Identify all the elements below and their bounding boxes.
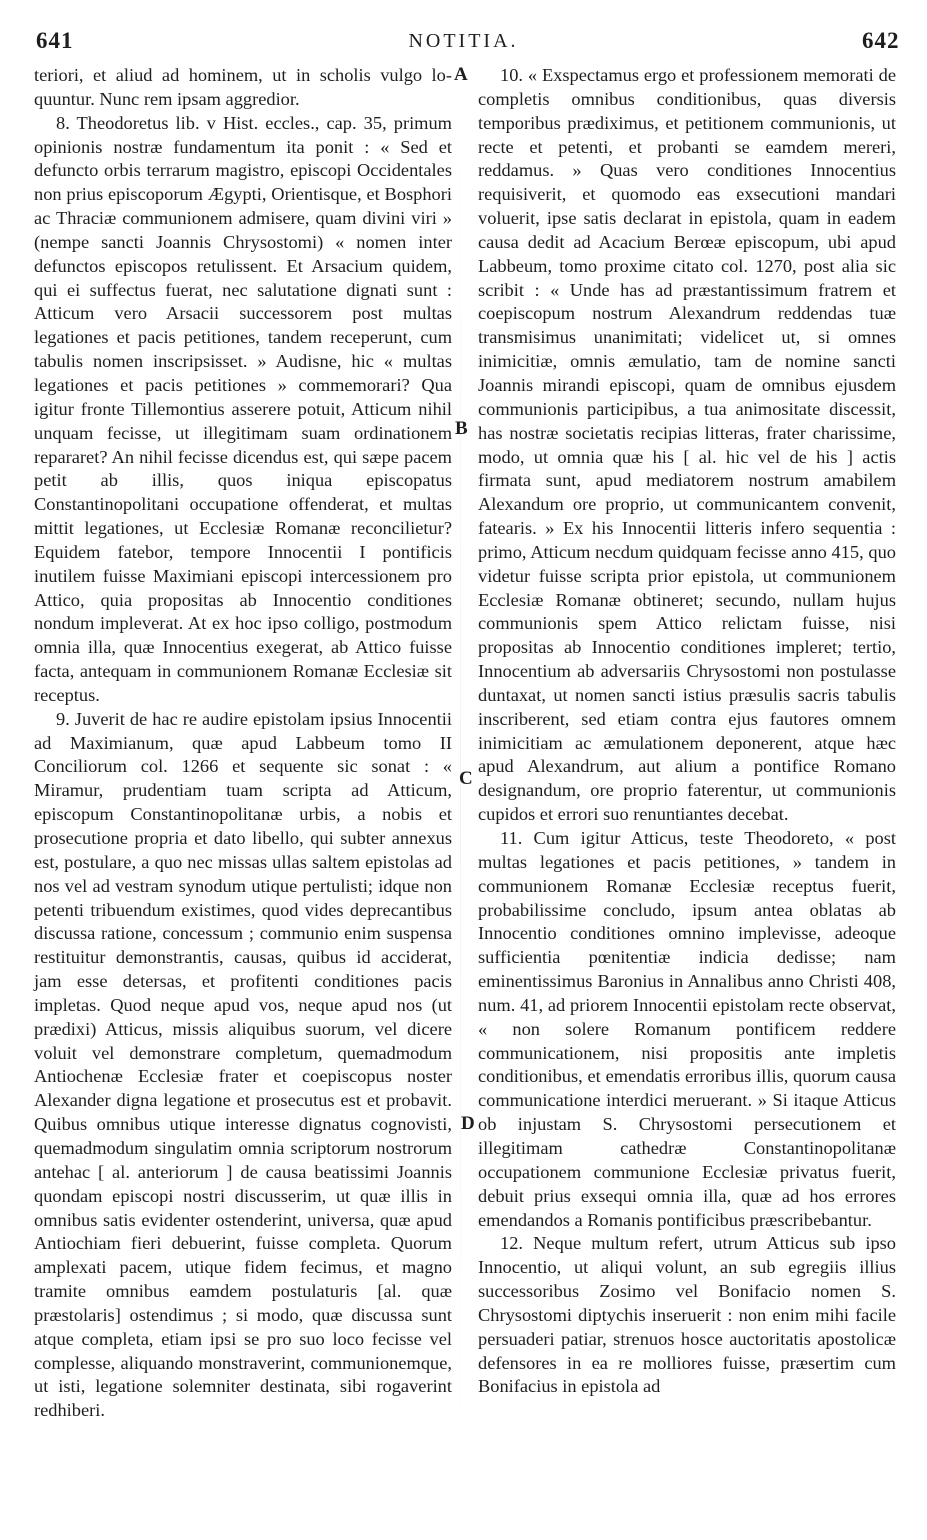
page-number-left: 641 [36,28,74,53]
page-header [0,0,927,64]
column-gutter [460,70,461,1510]
paragraph-12: 12. Neque multum refert, utrum Atticus sub ipso Innocentio, ut aliqui volunt, an sub egregiis illius successoribus Zosimo vel Bonifacio nomen S. Chrysostomi diptychis inseruerit : non enim mihi facile persuaderi patiar, strenuos hosce auctoritatis apostolicæ defensores in ea re molliores fuisse, præsertim cum Bonifacius in epistola ad [478,1233,896,1397]
paragraph-10: 10. « Exspectamus ergo et professionem memorati de completis omnibus conditionibus, quas diversis temporibus prædiximus, et petitionem communionis, ut recte et petenti, et probanti se eamdem mereri, reddamus. » Quas vero conditiones Innocentius requisiverit, et quomodo eas exsecutioni mandari voluerit, ipse satis declarat in epistola, quam in eadem causa dedit ad Acacium Berœæ episcopum, ubi apud Labbeum, tomo proxime citato col. 1270, post alia sic scribit : « Unde has ad præstantissimum fratrem et coepiscopum nostrum Alexandrum reddendas tuæ transmisimus unanimitati; videlicet ut, si omnes inimicitiæ, omnis æmulatio, tam de nomine sancti Joannis mirandi episcopi, quam de omnibus ejusdem communionis participibus, a tua animositate discessit, has nostræ societatis recipias litteras, frater charissime, modo, ut omnia quæ his [ al. hic vel de his ] actis firmata sunt, apud mediatorem nostrum amabilem Alexandum ore proprio, ut communicantem convenit, fatearis. » Ex his Innocentii litteris infero sequentia : primo, Atticum necdum quidquam fecisse anno 415, quo videtur fuisse scripta prior epistola, ut communionem Ecclesiæ Romanæ obtineret; secundo, nullam hujus communionis spem Attico relictam fuisse, nisi propositas ab Innocentio conditiones impleret; tertio, Innocentium ab adversariis Chrysostomi non postulasse duntaxat, ut nomen sancti istius præsulis sacris tabulis inscriberent, sed etiam contra ejus fautores omnem inimicitiam ac æmulationem deponerent, atque hæc apud Alexandrum, aut alium a pontifice Romano designandum, ore proprio faterentur, ut communionis cupidos et errori suo renuntiantes decebat. [478,65,896,825]
margin-marker-a: A [454,64,468,85]
running-title: NOTITIA. [408,30,519,52]
margin-marker-c: C [459,768,473,789]
paragraph-continuation: teriori, et aliud ad hominem, ut in scholis vulgo lo- quuntur. Nunc rem ipsam aggredior. [34,65,452,109]
paragraph-9: 9. Juverit de hac re audire epistolam ipsius Innocentii ad Maximianum, quæ apud Labbeum tomo II Conciliorum col. 1266 et sequente sic sonat : « Miramur, prudentiam tuam scripta ad Atticum, episcopum Constantinopolitanæ urbis, a nobis et prosecutione propria et dato libello, qui subter annexus est, postulare, a quo nec missas ullas saltem epistolas ad nos vel ad vestram synodum utique pertulisti; idque non petenti tribuendum existimes, quod vides deprecantibus discussa ratione, concessum ; communio enim suspensa restituitur demonstrantis, causas, quibus id acciderat, jam esse detersas, et profitenti conditiones pacis impletas. Quod neque apud vos, neque apud nos (ut prædixi) Atticus, missis aliquibus suorum, vel dicere voluit vel demonstrare completum, quemadmodum Antiochenæ Ecclesiæ frater et coepiscopus noster Alexander digna legatione et prosecutus est et probavit. Quibus omnibus utique interesse dignatus cognovisti, quemadmodum singulatim omnia scriptorum nostrorum antehac [ al. anteriorum ] de causa beatissimi Joannis quondam episcopi nostri discusserim, ut quæ illis in omnibus satis evidenter ostenderint, universa, quæ apud Antiochiam fieri debuerint, fuisse completa. Quorum amplexati pacem, utique fidem fecimus, et magno tramite omnibus eamdem postulaturis [al. quæ præstolaris] ostendimus ; si modo, quæ discussa sunt atque completa, etiam ipsi se pro suo loco fecisse vel complesse, aliquando monstraverint, communionemque, ut isti, legatione solemniter destinata, sibi rogaverint redhiberi. [34,708,452,1421]
left-column [34,64,452,1423]
paragraph-11: 11. Cum igitur Atticus, teste Theodoreto, « post multas legationes et pacis petitiones, » tandem in communionem Romanæ Ecclesiæ receptus fuerit, probabilissime concludo, ipsum antea oblatas ab Innocentio conditiones omnino implevisse, adeoque sufficientia pœnitentiæ indicia dedisse; nam eminentissimus Baronius in Annalibus anno Christi 408, num. 41, ad priorem Innocentii epistolam recte observat, « non solere Romanum pontificem reddere communicationem, nisi propositis ante impletis conditionibus, et emendatis erroribus illis, quorum causa communicatione interdici meruerant. » Si itaque Atticus ob injustam S. Chrysostomi persecutionem et illegitimam cathedræ Constantinopolitanæ occupationem communione Ecclesiæ privatus fuerit, debuit prius exsequi omnia illa, quæ ad hos errores emendandos a Romanis pontificibus præscribebantur. [478,828,896,1230]
margin-marker-d: D [461,1113,475,1134]
page-number-right: 642 [862,28,900,53]
right-column [478,64,896,1399]
paragraph-8: 8. Theodoretus lib. v Hist. eccles., cap. 35, primum opinionis nostræ fundamentum ita ponit : « Sed et defuncto orbis terrarum magistro, episcopi Occidentales non prius episcoporum Ægypti, Orientisque, et Bosphori ac Thraciæ communionem admisere, quam divini viri » (nempe sancti Joannis Chrysostomi) « nomen inter defunctos episcopos retulissent. Et Arsacium quidem, qui ei suffectus fuerat, nec salutatione dignati sunt : Atticum vero Arsacii successorem post multas legationes et pacis petitiones, tandem receperunt, cum tabulis nomen inscripsisset. » Audisne, hic « multas legationes et pacis petitiones » commemorari? Qua igitur fronte Tillemontius asserere potuit, Atticum nihil unquam fecisse, ut illegitimam suam ordinationem repararet? An nihil fecisse dicendus est, qui sæpe pacem petit ab illis, quos iniqua episcopatus Constantinopolitani occupatione offenderat, et multas mittit legationes, ut Ecclesiæ Romanæ reconcilietur? Equidem fatebor, tempore Innocentii I pontificis inutilem fuisse Maximiani episcopi intercessionem pro Attico, quia propositas ab Innocentio conditiones nondum impleverat. At ex hoc ipso colligo, postmodum omnia illa, quæ Innocentius exegerat, ab Attico fuisse facta, antequam in communionem Romanæ Ecclesiæ sit receptus. [34,112,452,705]
margin-marker-b: B [455,418,468,439]
